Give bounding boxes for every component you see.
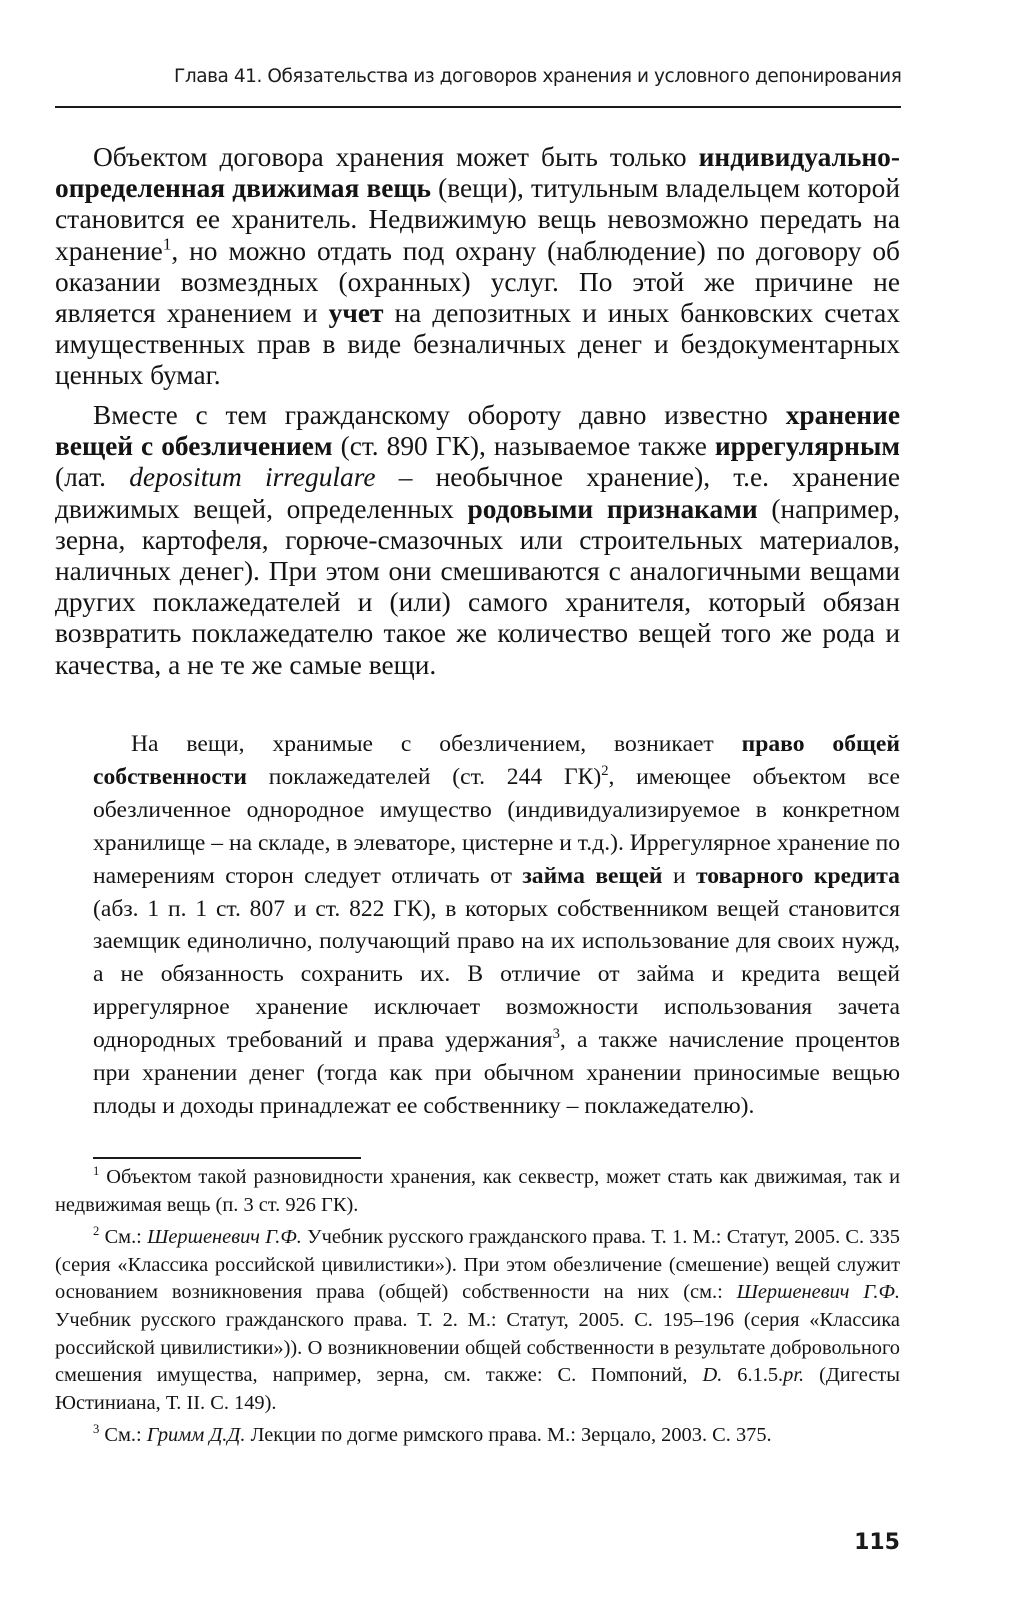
text-run: (Дигесты Юстиниана, Т. II. С. 149). — [55, 1364, 900, 1414]
text-run: Лекции по догме римского права. М.: Зерцало, 2003. С. 375. — [245, 1424, 772, 1447]
header-rule — [55, 106, 901, 108]
footnote-3 — [55, 1422, 900, 1450]
paragraph-1 — [55, 142, 900, 392]
footnote-mark: 2 — [93, 1224, 100, 1239]
paragraph-3-text — [93, 728, 900, 1123]
bold-term: индивидуально-определенная движимая вещь — [55, 142, 900, 204]
text-run: См.: — [99, 1226, 148, 1249]
footnote-mark: 3 — [93, 1422, 100, 1437]
paragraph-2-text — [55, 400, 900, 681]
page-number: 115 — [854, 1530, 900, 1555]
bold-term: право общей собственности — [93, 731, 900, 790]
author-name: Гримм Д.Д. — [146, 1424, 246, 1447]
text-run: Учебник русского гражданского права. Т. 1. М.: Статут, 2005. С. 335 (серия «Классика российской цивилистики»). При этом обезличение (смешение) вещей служит основанием возникновения права (общей) собственности на них (см.: — [55, 1226, 900, 1304]
bold-term: родовыми признаками — [467, 493, 758, 524]
footnote-separator — [93, 1157, 361, 1159]
text-run: – необычное хранение), т.е. хранение движимых вещей, определенных — [55, 462, 901, 524]
running-header: Глава 41. Обязательства из договоров хранения и условного депонирования — [174, 66, 902, 87]
text-run: (абз. 1 п. 1 ст. 807 и ст. 822 ГК), в которых собственником вещей становится заемщик единолично, получающий право на их использование для своих нужд, а не обязанность сохранить их. В отличие от займа и кредита вещей иррегулярное хранение исключает возможности использования зачета однородных требований и права удержания — [93, 895, 900, 1054]
author-name: Шершеневич Г.Ф. — [147, 1226, 302, 1249]
text-run: и — [662, 862, 697, 889]
text-run: , но можно отдать под охрану (наблюдение) по договору об оказании возмездных (охранных) услуг. По этой же причине не является хранением и — [55, 235, 900, 329]
text-run: Учебник русского гражданского права. Т. 2. М.: Статут, 2005. С. 195–196 (серия «Классика российской цивилистики»)). О возникновении общей собственности в результате добровольного смешения имущества, например, зерна, см. также: С. Помпоний, — [55, 1308, 900, 1387]
bold-term: хранение вещей с обезличением — [55, 400, 900, 462]
paragraph-1-text — [55, 142, 900, 392]
bold-term: учет — [328, 298, 384, 329]
text-run: , имеющее объектом все обезличенное однородное имущество (индивидуализируемое в конкретном хранилище – на складе, в элеваторе, цистерне и т.д.). Иррегулярное хранение по намерениям сторон следует отличать от — [93, 763, 901, 889]
bold-term: иррегулярным — [714, 431, 900, 462]
footnote-ref-2[interactable]: 2 — [601, 762, 609, 779]
small-print-paragraph — [93, 728, 900, 1123]
footnotes — [55, 1164, 900, 1455]
text-run: на депозитных и иных банковских счетах имущественных прав в виде безналичных денег и бездокументарных ценных бумаг. — [55, 298, 900, 391]
footnote-1 — [55, 1164, 900, 1219]
bold-term: займа вещей — [522, 862, 663, 889]
footnote-text: Объектом такой разновидности хранения, как секвестр, может стать как движимая, так и недвижимая вещь (п. 3 ст. 926 ГК). — [55, 1166, 900, 1216]
text-run: поклажедателей (ст. 244 ГК) — [246, 763, 602, 790]
text-run: (ст. 890 ГК), называемое также — [332, 431, 715, 462]
footnote-ref-1[interactable]: 1 — [162, 234, 172, 254]
text-run: Вместе с тем гражданскому обороту давно известно — [93, 400, 786, 430]
bold-term: товарного кредита — [696, 862, 900, 889]
text-run: Объектом договора хранения может быть только — [93, 142, 699, 172]
paragraph-2 — [55, 400, 900, 681]
text-run: , а также начисление процентов при хранении денег (тогда как при обычном хранении приносимые вещью плоды и доходы принадлежат ее собственнику – поклажедателю). — [93, 1027, 900, 1119]
text-run: См.: — [99, 1424, 147, 1447]
author-name: Шершеневич Г.Ф. — [736, 1281, 900, 1304]
text-run: (например, зерна, картофеля, горюче-смазочных или строительных материалов, наличных денег). При этом они смешиваются с аналогичными вещами других поклажедателей и (или) самого хранителя, который обязан возвратить поклажедателю такое же количество вещей того же рода и качества, а не те же самые вещи. — [55, 493, 901, 680]
citation-part: D. — [702, 1364, 723, 1387]
footnote-mark: 1 — [93, 1164, 100, 1179]
latin-term: depositum irregulare — [129, 462, 376, 493]
text-run: (вещи), титульным владельцем которой становится ее хранитель. Недвижимую вещь невозможно передать на хранение — [55, 173, 900, 266]
footnote-ref-3[interactable]: 3 — [552, 1026, 560, 1043]
citation-part: pr. — [783, 1364, 805, 1387]
text-run: 6.1.5. — [722, 1364, 784, 1387]
footnote-2 — [55, 1224, 900, 1417]
text-run: На вещи, хранимые с обезличением, возникает — [131, 731, 742, 757]
text-run: (лат. — [55, 462, 130, 493]
